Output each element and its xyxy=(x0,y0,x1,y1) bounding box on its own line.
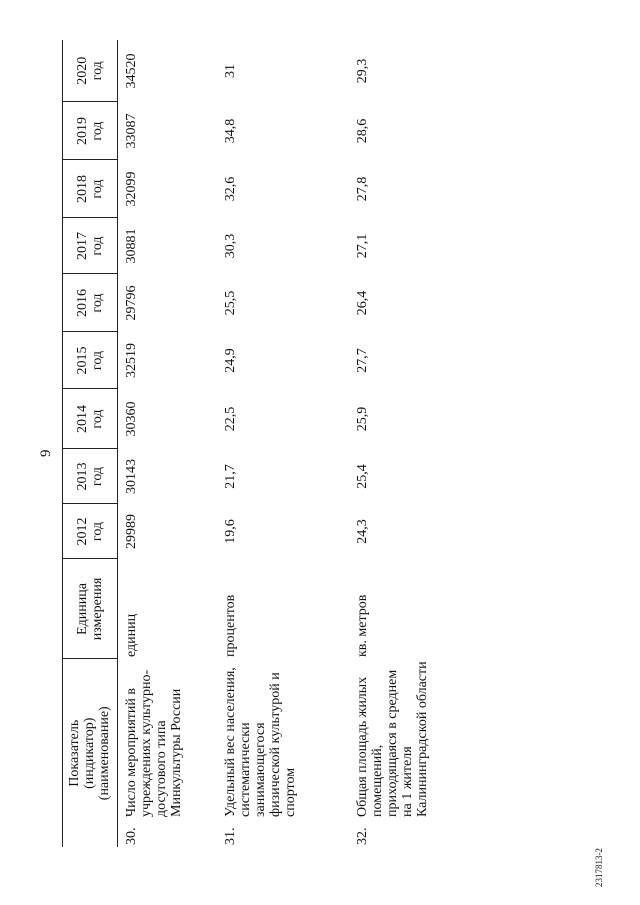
row-value: 22,5 xyxy=(223,406,238,432)
row-value: 26,4 xyxy=(355,290,370,316)
header-year-label: год xyxy=(89,350,105,371)
header-indicator-line: (индикатор) xyxy=(82,717,97,789)
row-value: 30881 xyxy=(124,228,139,264)
header-year-label: год xyxy=(89,293,105,313)
row-value: 21,7 xyxy=(223,464,238,489)
row-value: 25,9 xyxy=(355,406,370,432)
header-year-label: год xyxy=(89,236,105,256)
header-year xyxy=(63,160,118,218)
row-value: 24,3 xyxy=(355,519,370,544)
row-value: 34,8 xyxy=(223,118,238,144)
header-year-number: 2019 xyxy=(74,117,90,145)
row-value: 28,6 xyxy=(355,118,370,144)
header-year xyxy=(63,504,118,559)
row-unit: процентов xyxy=(223,594,238,657)
header-year xyxy=(63,274,118,332)
document-code: 2317813-2 xyxy=(594,848,604,887)
header-year-label: год xyxy=(89,466,105,487)
header-year-number: 2016 xyxy=(74,289,90,317)
header-year-number: 2012 xyxy=(74,517,90,546)
row-value: 29989 xyxy=(124,514,139,549)
header-year xyxy=(63,332,118,389)
row-value: 30143 xyxy=(124,459,139,494)
header-unit xyxy=(63,559,118,659)
header-year xyxy=(63,102,118,160)
row-value: 24,9 xyxy=(223,348,238,373)
row-value: 27,8 xyxy=(355,176,370,202)
row-value: 25,4 xyxy=(355,464,370,489)
header-indicator-line: (наименование) xyxy=(97,706,112,801)
row-indicator-name: Общая площадь жилых помещений, приходящаяся в среднем на 1 жителя Калининградской области xyxy=(355,661,430,817)
header-year-number: 2017 xyxy=(74,232,90,260)
row-value: 31 xyxy=(223,64,238,78)
header-indicator-line: Показатель xyxy=(67,719,82,787)
header-unit-line: измерения xyxy=(89,577,105,641)
row-value: 34520 xyxy=(124,53,139,89)
row-value: 27,1 xyxy=(355,233,370,259)
table-row xyxy=(118,40,218,847)
table-row xyxy=(349,40,475,847)
row-unit: единиц xyxy=(124,613,139,657)
header-year xyxy=(63,449,118,504)
row-unit: кв. метров xyxy=(355,594,370,657)
row-indicator-name: Число мероприятий в учреждениях культурно-досугового типа Минкультуры России xyxy=(124,669,184,817)
header-indicator xyxy=(63,659,118,847)
header-year-label: год xyxy=(89,61,105,81)
row-index: 30. xyxy=(124,827,139,845)
row-value: 27,7 xyxy=(355,348,370,373)
header-year-number: 2014 xyxy=(74,405,90,433)
header-year-number: 2015 xyxy=(74,346,90,375)
row-index: 31. xyxy=(223,827,238,845)
header-year xyxy=(63,218,118,274)
row-value: 32519 xyxy=(124,343,139,378)
header-year-label: год xyxy=(89,521,105,542)
row-value: 30360 xyxy=(124,401,139,437)
row-index: 32. xyxy=(355,827,370,845)
row-value: 30,3 xyxy=(223,233,238,259)
header-year-number: 2018 xyxy=(74,175,90,203)
row-value: 33087 xyxy=(124,113,139,149)
header-row xyxy=(63,40,118,847)
header-year-number: 2013 xyxy=(74,462,90,491)
row-value: 19,6 xyxy=(223,519,238,544)
row-value: 29,3 xyxy=(355,58,370,84)
row-value: 32,6 xyxy=(223,176,238,202)
row-value: 29796 xyxy=(124,285,139,321)
row-indicator-name: Удельный вес населения, систематически занимающегося физической культурой и спортом xyxy=(223,667,298,817)
row-value: 25,5 xyxy=(223,290,238,316)
header-year xyxy=(63,389,118,449)
header-year xyxy=(63,40,118,102)
header-year-label: год xyxy=(89,121,105,141)
header-year-number: 2020 xyxy=(74,56,90,85)
page-number: 9 xyxy=(38,449,54,457)
row-value: 32099 xyxy=(124,171,139,207)
header-year-label: год xyxy=(89,179,105,199)
table-row xyxy=(217,40,349,847)
header-year-label: год xyxy=(89,409,105,429)
header-unit-line: Единица xyxy=(74,583,90,635)
indicators-table xyxy=(62,40,475,847)
